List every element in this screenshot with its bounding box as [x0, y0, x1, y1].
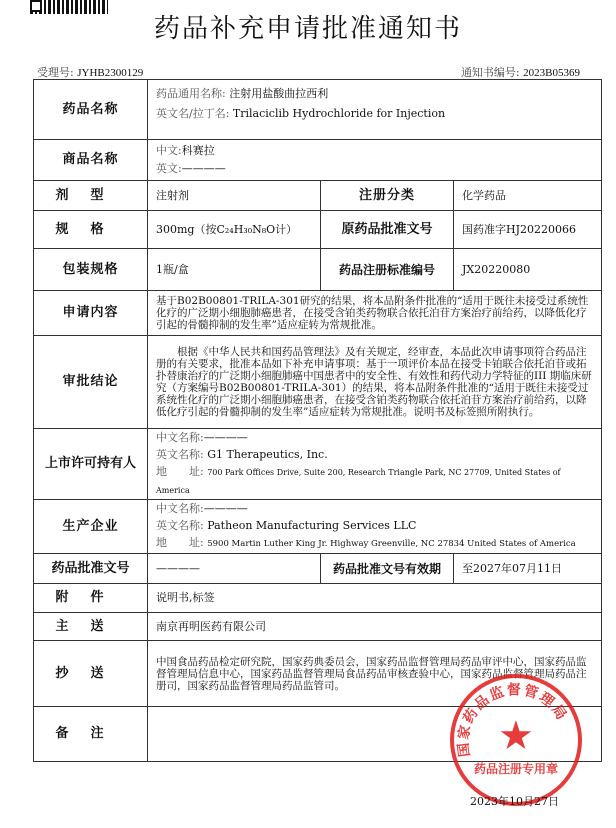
row-conclusion: 审批结论 根据《中华人民共和国药品管理法》及有关规定，经审查，本品此次申请事项符合药品注册的有关要求，批准本品如下补充申请事项：基于一项评价本品在接受卡铂联合依托泊苷或拓扑替康治疗的广泛期小细胞肺癌中国患者中的安全性、有效性和药代动力学特征的III 期临床研究（方案编号B02B00801-TRILA-301）的结果，将本品附条件批准的“适用于既往未接受过系统性化疗的广泛期小细胞肺癌患者，在接受含铂类药物联合依托泊苷方案治疗前给药，以降低化疗引起的骨髓抑制的发生率”适应症转为常规批准。说明书及标签照所附执行。: [34, 336, 602, 429]
document-title: 药品补充申请批准通知书: [153, 14, 462, 44]
row-dosage: 剂型 注射剂 注册分类 化学药品: [34, 181, 602, 211]
seal-date: 2023年10月27日: [470, 795, 559, 808]
official-seal: [450, 674, 582, 806]
row-attachment: 附件 说明书,标签: [34, 584, 602, 613]
row-spec: 规格 300mg（按C₂₄H₃₀N₈O计） 原药品批准文号 国药准字HJ20220066: [34, 211, 602, 249]
row-package: 包装规格 1瓶/盒 药品注册标准编号 JX20220080: [34, 249, 602, 291]
row-manufacturer: 生产企业 中文名称:———— 英文名称: Patheon Manufacturing Services LLC 地 址: 5900 Martin Luther King Jr. Highway Greenville, NC 27834 United States of America: [34, 500, 602, 554]
approval-table: [33, 79, 602, 762]
seal-purpose: 药品注册专用章: [473, 762, 558, 776]
row-application: 申请内容 基于B02B00801-TRILA-301研究的结果，将本品附条件批准的“适用于既往未接受过系统性化疗的广泛期小细胞肺癌患者，在接受含铂类药物联合依托泊苷方案治疗前给药，以降低化疗引起的骨髓抑制的发生率”适应症转为常规批准。: [34, 291, 602, 336]
notice-number: 通知书编号: 2023B05369: [460, 66, 580, 79]
label: 药品名称: [34, 80, 148, 140]
row-holder: 上市许可持有人 中文名称:———— 英文名称: G1 Therapeutics, Inc. 地 址: 700 Park Offices Drive, Suite 200, Research Triangle Park, NC 27709, United States of America: [34, 429, 602, 500]
english-name: Trilaciclib Hydrochloride for Injection: [232, 106, 446, 120]
row-drug-name: 药品名称 药品通用名称: 注射用盐酸曲拉西利 英文名/拉丁名: Trilaciclib Hydrochloride for Injection: [34, 80, 602, 140]
acceptance-number: 受理号: JYHB2300129: [37, 66, 144, 79]
svg-text:国家药品监督管理局: 国家药品监督管理局: [455, 682, 571, 758]
row-cc: 抄送 中国食品药品检定研究院，国家药典委员会，国家药品监督管理局药品审评中心，国家药品监督管理局信息中心，国家药品监督管理局食品药品审核查验中心，国家药品监督管理局药品注册司，国家药品监督管理局药品监管司。: [34, 641, 602, 707]
row-trade-name: 商品名称 中文:科赛拉 英文:————: [34, 140, 602, 181]
row-main-recipient: 主送 南京再明医药有限公司: [34, 613, 602, 641]
star-icon: ★: [498, 713, 534, 759]
row-remarks: 备注: [34, 707, 602, 762]
row-approval-number: 药品批准文号 ———— 药品批准文号有效期 至2027年07月11日: [34, 554, 602, 584]
generic-name: 注射用盐酸曲拉西利: [229, 86, 329, 100]
